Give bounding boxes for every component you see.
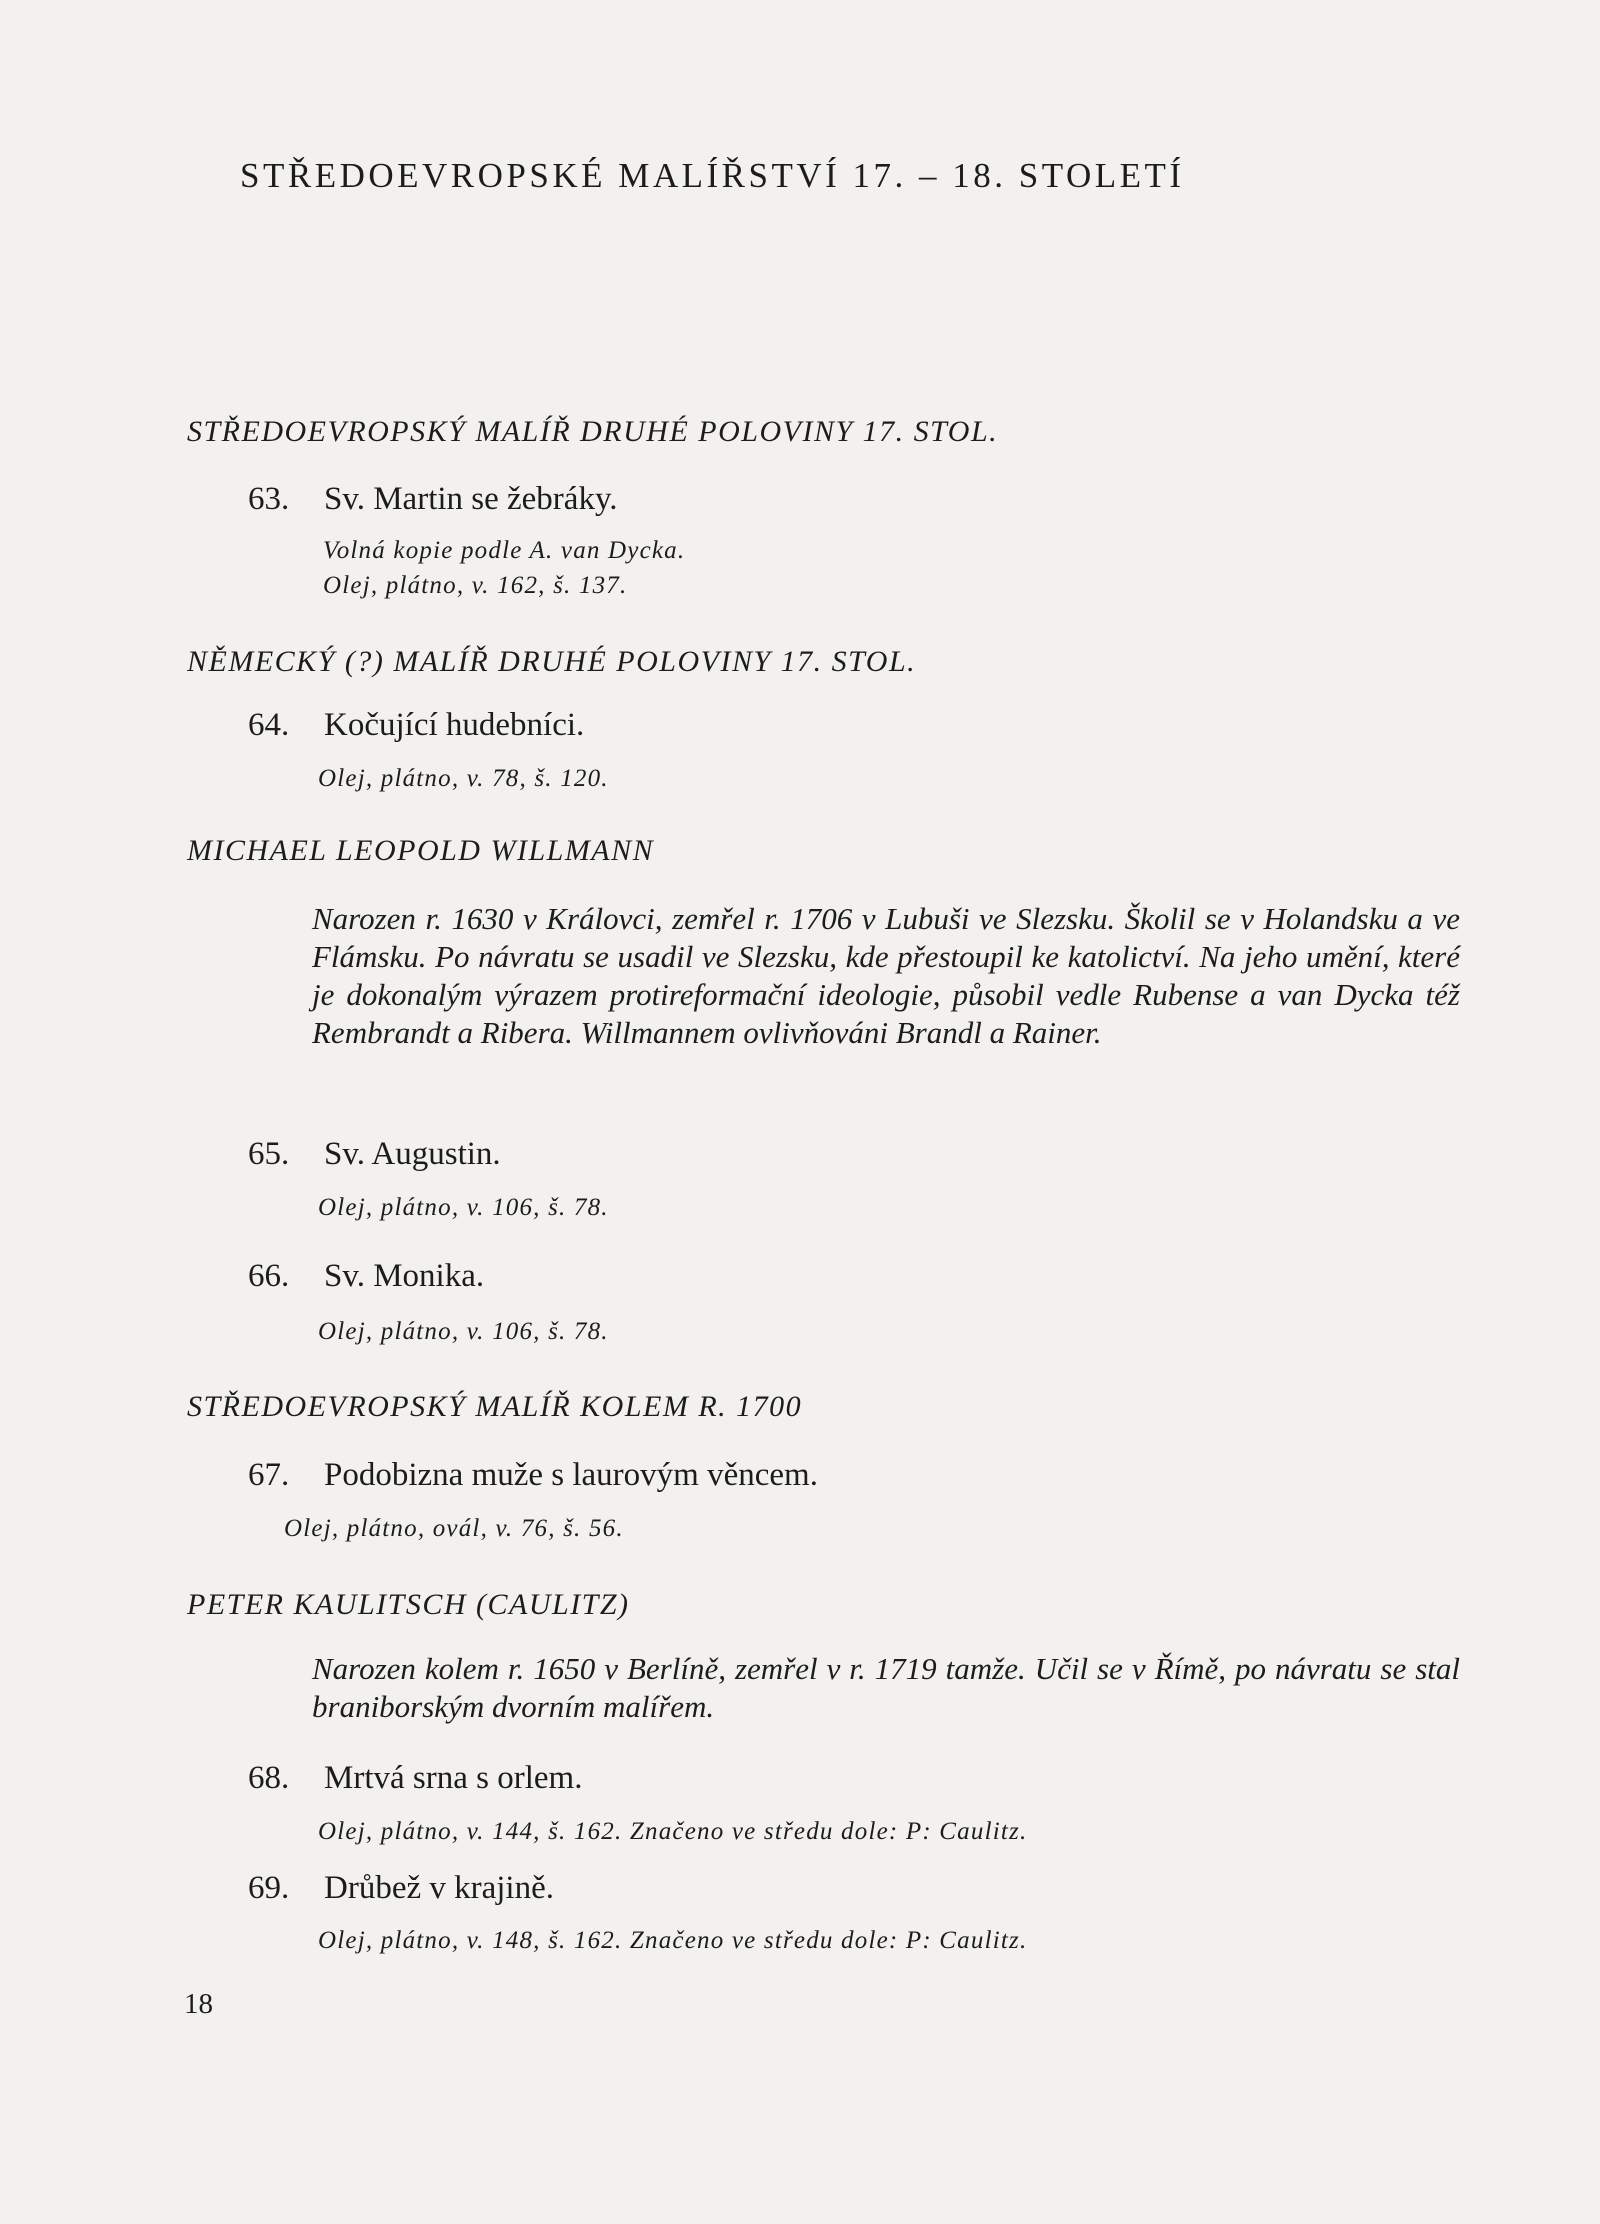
- section-heading-german-painter: NĚMECKÝ (?) MALÍŘ DRUHÉ POLOVINY 17. STOL.: [187, 645, 917, 678]
- catalog-entry-65: [248, 1136, 501, 1173]
- section-heading-willmann: MICHAEL LEOPOLD WILLMANN: [187, 834, 655, 867]
- entry-title: Kočující hudebníci.: [324, 707, 585, 743]
- entry-title: Podobizna muže s laurovým věncem.: [324, 1457, 818, 1493]
- section-heading-central-european-painter: STŘEDOEVROPSKÝ MALÍŘ DRUHÉ POLOVINY 17. STOL.: [187, 415, 999, 448]
- entry-number: 63.: [248, 481, 290, 517]
- artist-bio-kaulitsch: Narozen kolem r. 1650 v Berlíně, zemřel v r. 1719 tamže. Učil se v Římě, po návratu se stal braniborským dvorním malířem.: [312, 1651, 1460, 1724]
- entry-67-medium: Olej, plátno, ovál, v. 76, š. 56.: [284, 1515, 624, 1542]
- entry-number: 68.: [248, 1760, 290, 1796]
- entry-title: Sv. Monika.: [324, 1258, 485, 1294]
- page-number: 18: [184, 1988, 213, 2020]
- entry-title: Sv. Martin se žebráky.: [324, 481, 618, 517]
- running-head: STŘEDOEVROPSKÉ MALÍŘSTVÍ 17. – 18. STOLETÍ: [240, 156, 1185, 195]
- entry-69-medium: Olej, plátno, v. 148, š. 162. Značeno ve středu dole: P: Caulitz.: [318, 1927, 1028, 1954]
- entry-number: 65.: [248, 1136, 290, 1172]
- catalog-entry-63: [248, 481, 618, 518]
- entry-number: 64.: [248, 707, 290, 743]
- entry-title: Sv. Augustin.: [324, 1136, 501, 1172]
- entry-number: 66.: [248, 1258, 290, 1294]
- entry-number: 67.: [248, 1457, 290, 1493]
- entry-68-medium: Olej, plátno, v. 144, š. 162. Značeno ve středu dole: P: Caulitz.: [318, 1818, 1028, 1845]
- entry-63-note: Volná kopie podle A. van Dycka.: [323, 537, 686, 564]
- entry-66-medium: Olej, plátno, v. 106, š. 78.: [318, 1318, 609, 1345]
- entry-title: Mrtvá srna s orlem.: [324, 1760, 583, 1796]
- catalog-entry-64: [248, 707, 584, 744]
- entry-title: Drůbež v krajině.: [324, 1870, 554, 1906]
- entry-number: 69.: [248, 1870, 290, 1906]
- catalog-entry-66: [248, 1258, 484, 1295]
- entry-65-medium: Olej, plátno, v. 106, š. 78.: [318, 1194, 609, 1221]
- section-heading-kaulitsch: PETER KAULITSCH (CAULITZ): [187, 1588, 630, 1621]
- entry-64-medium: Olej, plátno, v. 78, š. 120.: [318, 765, 609, 792]
- catalog-entry-67: [248, 1457, 818, 1494]
- catalog-entry-69: [248, 1870, 554, 1907]
- entry-63-medium: Olej, plátno, v. 162, š. 137.: [323, 572, 628, 599]
- catalog-entry-68: [248, 1760, 582, 1797]
- section-heading-painter-around-1700: STŘEDOEVROPSKÝ MALÍŘ KOLEM R. 1700: [187, 1390, 803, 1423]
- artist-bio-willmann: Narozen r. 1630 v Královci, zemřel r. 1706 v Lubuši ve Slezsku. Školil se v Holandsku a ve Flámsku. Po návratu se usadil ve Slezsku, kde přestoupil ke katolictví. Na jeho umění, které je dokonalým výrazem protireformační ideologie, působil vedle Rubense a van Dycka též Rembrandt a Ribera. Willmannem ovlivňováni Brandl a Rainer.: [312, 901, 1460, 1050]
